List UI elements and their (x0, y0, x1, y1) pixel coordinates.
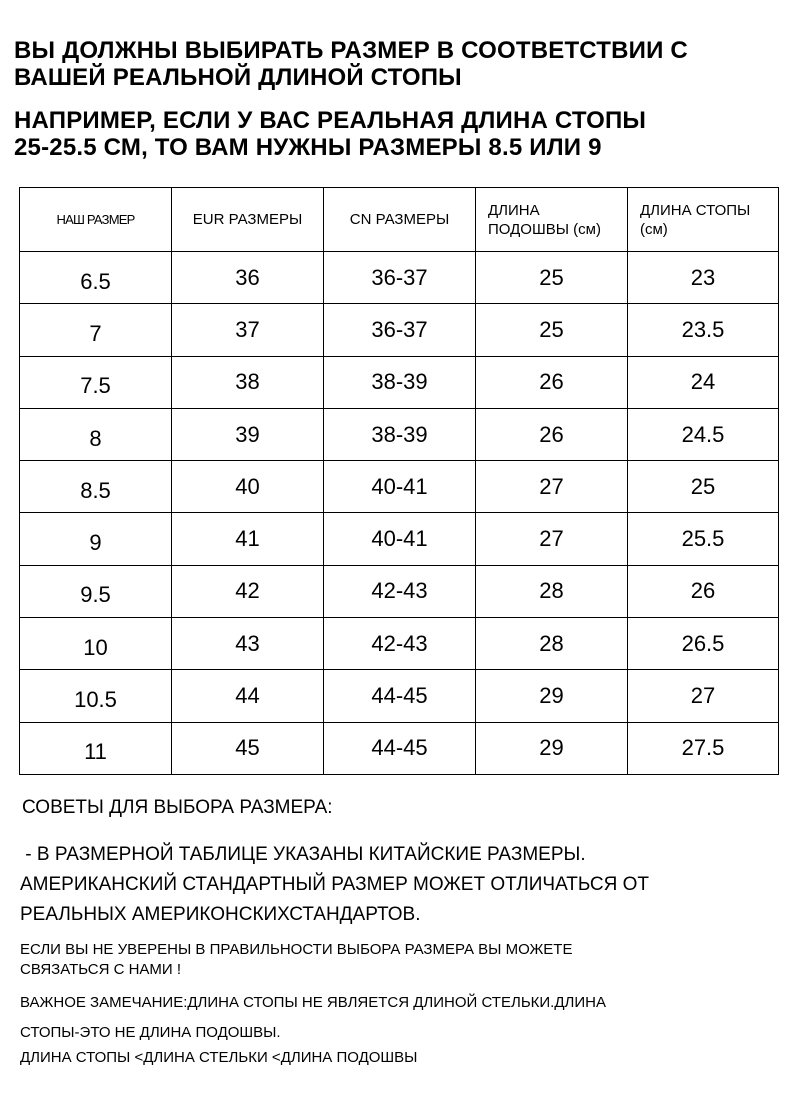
cell-eur-size: 36 (172, 252, 324, 304)
tips-line-3: РЕАЛЬНЫХ АМЕРИКОНСКИХСТАНДАРТОВ. (20, 904, 421, 925)
cell-sole-length: 26 (476, 356, 628, 408)
cell-cn-size: 40-41 (324, 461, 476, 513)
cell-sole-length: 27 (476, 461, 628, 513)
header-sole-length-line-1: ДЛИНА (488, 201, 540, 219)
cell-eur-size: 44 (172, 670, 324, 722)
header-our-size (20, 188, 172, 252)
cell-our-size: 10.5 (20, 670, 172, 722)
cell-foot-length: 25.5 (628, 513, 779, 565)
table-header-row (20, 188, 779, 252)
cell-cn-size: 38-39 (324, 408, 476, 460)
cell-eur-size: 40 (172, 461, 324, 513)
cell-eur-size: 42 (172, 565, 324, 617)
cell-sole-length: 29 (476, 670, 628, 722)
cell-cn-size: 40-41 (324, 513, 476, 565)
cell-our-size: 11 (20, 722, 172, 774)
header-foot-length-line-1: ДЛИНА СТОПЫ (640, 201, 751, 219)
important-note (20, 988, 790, 1048)
cell-eur-size: 39 (172, 408, 324, 460)
table-row (20, 670, 779, 722)
cell-cn-size: 36-37 (324, 252, 476, 304)
important-line-2: СТОПЫ-ЭТО НЕ ДЛИНА ПОДОШВЫ. (20, 1024, 281, 1041)
contact-line-2: СВЯЗАТЬСЯ С НАМИ ! (20, 961, 182, 978)
header-eur-size-label: EUR РАЗМЕРЫ (192, 211, 303, 228)
cell-sole-length: 27 (476, 513, 628, 565)
cell-eur-size: 41 (172, 513, 324, 565)
header-sole-length-line-2: ПОДОШВЫ (см) (488, 220, 601, 238)
header-foot-length-line-2: (см) (640, 220, 668, 238)
length-formula: ДЛИНА СТОПЫ <ДЛИНА СТЕЛЬКИ <ДЛИНА ПОДОШВЫ (20, 1049, 418, 1066)
cell-cn-size: 44-45 (324, 722, 476, 774)
example-heading-line-2: 25-25.5 СМ, ТО ВАМ НУЖНЫ РАЗМЕРЫ 8.5 ИЛИ 9 (14, 134, 602, 161)
table-body (20, 252, 779, 775)
example-heading-line-1: НАПРИМЕР, ЕСЛИ У ВАС РЕАЛЬНАЯ ДЛИНА СТОПЫ (14, 107, 647, 134)
cell-foot-length: 23 (628, 252, 779, 304)
cell-foot-length: 26.5 (628, 618, 779, 670)
cell-cn-size: 42-43 (324, 565, 476, 617)
cell-our-size: 9.5 (20, 565, 172, 617)
tips-line-2: АМЕРИКАНСКИЙ СТАНДАРТНЫЙ РАЗМЕР МОЖЕТ ОТЛИЧАТЬСЯ ОТ (20, 874, 650, 895)
cell-eur-size: 37 (172, 304, 324, 356)
cell-cn-size: 42-43 (324, 618, 476, 670)
tips-paragraph (20, 840, 790, 930)
cell-sole-length: 28 (476, 565, 628, 617)
table-row (20, 513, 779, 565)
tips-line-1: - В РАЗМЕРНОЙ ТАБЛИЦЕ УКАЗАНЫ КИТАЙСКИЕ РАЗМЕРЫ. (20, 844, 586, 865)
table-row (20, 461, 779, 513)
tips-title: СОВЕТЫ ДЛЯ ВЫБОРА РАЗМЕРА: (22, 797, 333, 818)
cell-sole-length: 26 (476, 408, 628, 460)
size-chart-table (19, 187, 779, 775)
cell-foot-length: 27.5 (628, 722, 779, 774)
table-row (20, 722, 779, 774)
cell-our-size: 6.5 (20, 252, 172, 304)
main-heading-line-1: ВЫ ДОЛЖНЫ ВЫБИРАТЬ РАЗМЕР В СООТВЕТСТВИИ С (14, 37, 688, 64)
header-eur-size (172, 188, 324, 252)
header-foot-length (628, 188, 779, 252)
table-row (20, 565, 779, 617)
header-cn-size (324, 188, 476, 252)
cell-our-size: 9 (20, 513, 172, 565)
cell-eur-size: 38 (172, 356, 324, 408)
table-row (20, 356, 779, 408)
cell-our-size: 8.5 (20, 461, 172, 513)
cell-foot-length: 23.5 (628, 304, 779, 356)
cell-cn-size: 44-45 (324, 670, 476, 722)
important-line-1: ВАЖНОЕ ЗАМЕЧАНИЕ:ДЛИНА СТОПЫ НЕ ЯВЛЯЕТСЯ ДЛИНОЙ СТЕЛЬКИ.ДЛИНА (20, 994, 606, 1011)
cell-our-size: 7.5 (20, 356, 172, 408)
cell-our-size: 10 (20, 618, 172, 670)
cell-our-size: 8 (20, 408, 172, 460)
cell-eur-size: 43 (172, 618, 324, 670)
cell-foot-length: 27 (628, 670, 779, 722)
cell-foot-length: 25 (628, 461, 779, 513)
cell-sole-length: 28 (476, 618, 628, 670)
header-sole-length (476, 188, 628, 252)
main-heading (14, 37, 794, 91)
cell-eur-size: 45 (172, 722, 324, 774)
table-row (20, 304, 779, 356)
cell-our-size: 7 (20, 304, 172, 356)
cell-sole-length: 25 (476, 252, 628, 304)
cell-foot-length: 24.5 (628, 408, 779, 460)
header-our-size-label: НАШ РАЗМЕР (56, 212, 135, 227)
cell-cn-size: 38-39 (324, 356, 476, 408)
table-row (20, 252, 779, 304)
cell-sole-length: 29 (476, 722, 628, 774)
contact-note (20, 940, 790, 980)
table-row (20, 618, 779, 670)
cell-cn-size: 36-37 (324, 304, 476, 356)
header-cn-size-label: CN РАЗМЕРЫ (349, 211, 450, 228)
main-heading-line-2: ВАШЕЙ РЕАЛЬНОЙ ДЛИНОЙ СТОПЫ (14, 64, 462, 91)
cell-foot-length: 26 (628, 565, 779, 617)
cell-sole-length: 25 (476, 304, 628, 356)
example-heading (14, 107, 794, 161)
table-row (20, 408, 779, 460)
contact-line-1: ЕСЛИ ВЫ НЕ УВЕРЕНЫ В ПРАВИЛЬНОСТИ ВЫБОРА РАЗМЕРА ВЫ МОЖЕТЕ (20, 941, 573, 958)
cell-foot-length: 24 (628, 356, 779, 408)
